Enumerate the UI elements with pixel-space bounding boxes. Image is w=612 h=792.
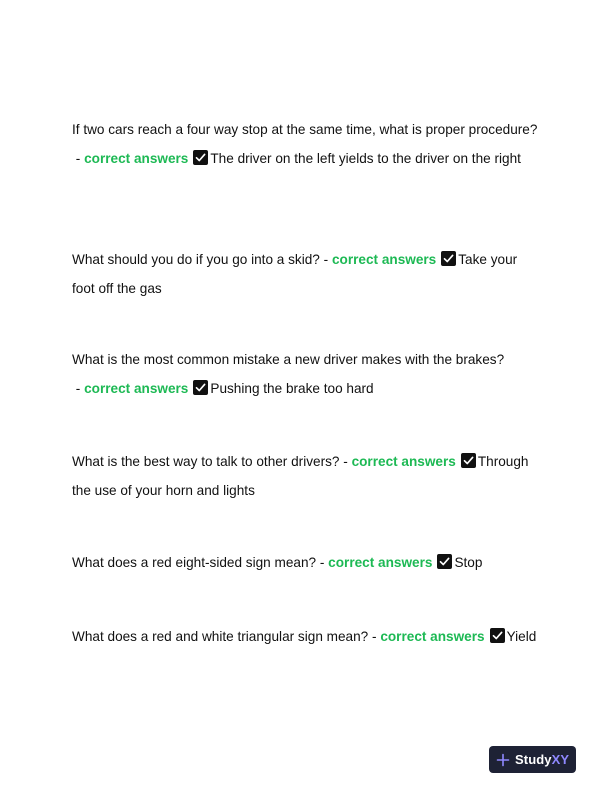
qa-item (72, 623, 542, 652)
correct-answers-label: correct answers (351, 454, 456, 469)
correct-answers-label: correct answers (84, 150, 189, 166)
question-text: What is the most common mistake a new driver makes with the brakes? (72, 352, 505, 367)
checkmark-icon (437, 554, 452, 569)
qa-item (72, 448, 542, 505)
correct-answers-label: correct answers (380, 629, 485, 644)
separator: - (72, 380, 85, 396)
correct-answers-label: correct answers (328, 555, 433, 570)
answer-text: The driver on the left yields to the driver on the right (210, 150, 521, 166)
answer-text: Through the use of your horn and lights (72, 454, 529, 498)
correct-answers-label: correct answers (84, 380, 189, 396)
checkmark-icon (490, 628, 505, 643)
answer-text: Yield (506, 629, 537, 644)
answer-text: Stop (454, 555, 483, 570)
logo-brand-accent: XY (551, 752, 570, 767)
separator: - (368, 629, 381, 644)
separator: - (316, 555, 329, 570)
logo-wordmark (515, 752, 569, 767)
question-text: If two cars reach a four way stop at the same time, what is proper procedure? (72, 122, 538, 137)
question-text: What does a red and white triangular sign mean? (72, 629, 369, 644)
question-text: What does a red eight-sided sign mean? (72, 555, 317, 570)
qa-item (72, 346, 542, 403)
qa-item (72, 246, 542, 303)
checkmark-icon (441, 251, 456, 266)
plus-icon (496, 753, 510, 767)
correct-answers-label: correct answers (331, 252, 437, 267)
qa-item (72, 549, 542, 578)
logo-brand-main: Study (515, 752, 552, 767)
checkmark-icon (461, 453, 476, 468)
separator: - (339, 454, 352, 469)
answer-text: Pushing the brake too hard (210, 380, 374, 396)
checkmark-icon (193, 380, 208, 395)
studyxy-logo (489, 746, 576, 773)
qa-item (72, 116, 542, 173)
question-text: What should you do if you go into a skid? (72, 252, 320, 267)
separator: - (319, 252, 332, 267)
separator: - (72, 150, 85, 166)
checkmark-icon (193, 150, 208, 165)
answer-text: Take your foot off the gas (72, 252, 518, 296)
question-text: What is the best way to talk to other drivers? (72, 454, 340, 469)
